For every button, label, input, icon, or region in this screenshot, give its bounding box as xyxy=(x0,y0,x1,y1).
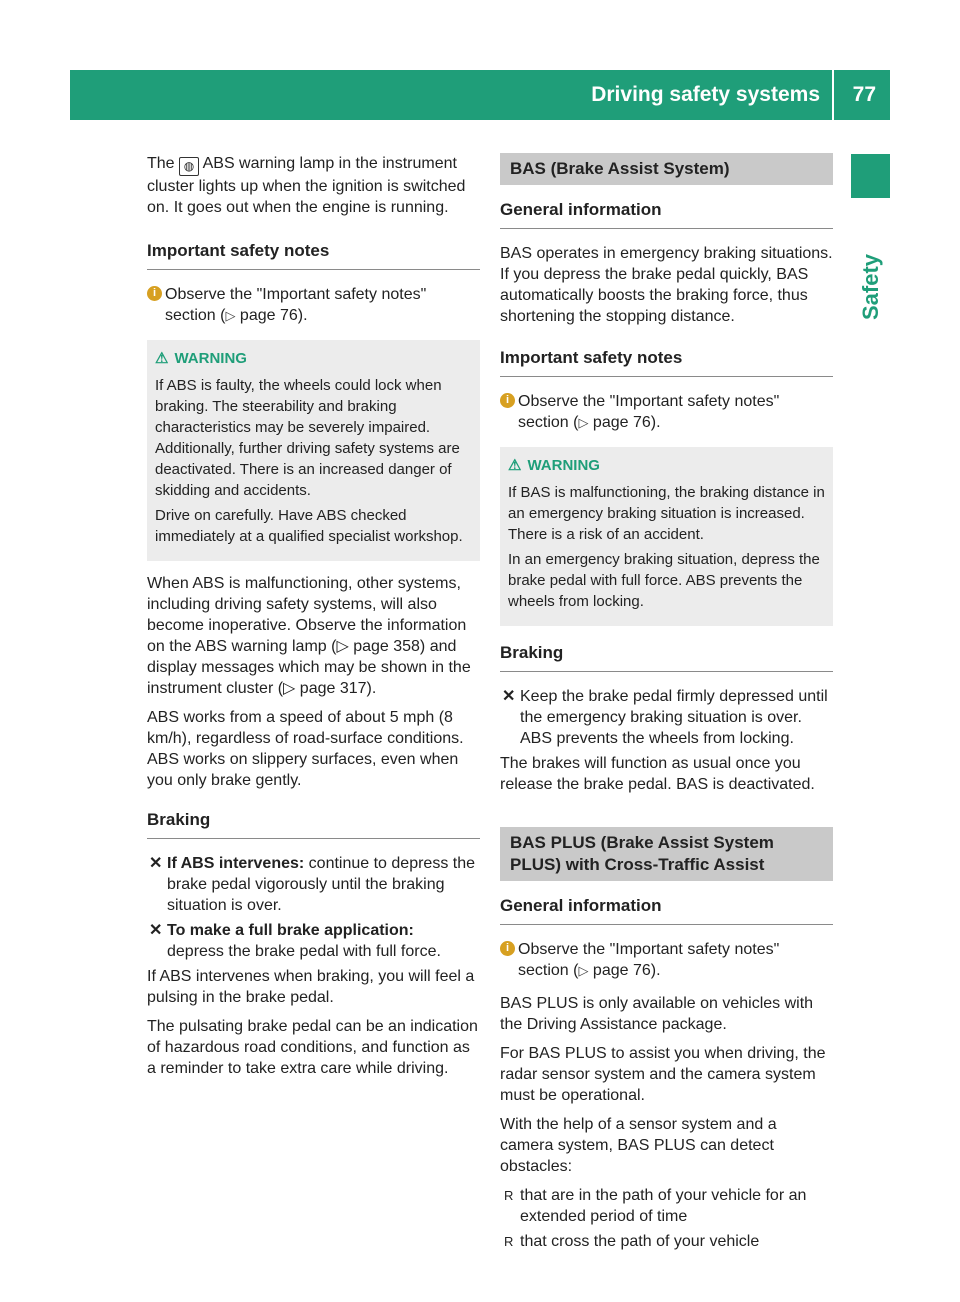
heading-important-safety-notes: Important safety notes xyxy=(500,343,833,377)
instruction-step: ✕ Keep the brake pedal firmly depressed until the emergency braking situation is over. ABS prevents the wheels from locking. xyxy=(502,688,828,747)
heading-general-information: General information xyxy=(500,891,833,925)
page-link[interactable]: page 76). xyxy=(592,414,661,431)
warning-text: In an emergency braking situation, depress the brake pedal with full force. ABS prevents the wheels from locking. xyxy=(508,551,820,610)
page-ref-arrow-icon: ▷ xyxy=(578,415,589,430)
info-icon: i xyxy=(147,286,162,301)
page-link[interactable]: page 76). xyxy=(239,307,308,324)
warning-text: If ABS is faulty, the wheels could lock when braking. The steerability and braking characteristics may be severely impaired. Additionally, further driving safety systems are deactivated. There is an increased danger of skidding and accidents. xyxy=(155,377,460,499)
bullet-icon: R xyxy=(504,1188,514,1203)
page-header xyxy=(70,70,890,120)
body-paragraph: The brakes will function as usual once you release the brake pedal. BAS is deactivated. xyxy=(500,755,815,793)
warning-triangle-icon: ⚠ xyxy=(508,457,522,474)
info-note: i Observe the "Important safety notes" section (▷ page 76). xyxy=(500,391,833,433)
left-column xyxy=(147,153,480,1087)
step-marker-icon: ✕ xyxy=(502,688,516,705)
warning-text: If BAS is malfunctioning, the braking distance in an emergency braking situation is increased. There is a risk of an accident. xyxy=(508,484,825,543)
info-icon: i xyxy=(500,941,515,956)
intro-paragraph: The ◍ ABS warning lamp in the instrument cluster lights up when the ignition is switched on. It goes out when the engine is running. xyxy=(147,155,466,216)
body-paragraph: When ABS is malfunctioning, other systems, including driving safety systems, will also become inoperative. Observe the information on the ABS warning lamp (▷ page 358) and display messages which may be shown in the instrument cluster (▷ page 317). xyxy=(147,575,471,697)
info-note: i Observe the "Important safety notes" section (▷ page 76). xyxy=(500,939,833,981)
warning-box: ⚠ WARNING If ABS is faulty, the wheels could lock when braking. The steerability and braking characteristics may be severely impaired. Additionally, further driving safety systems are deactivated. There is an increased danger of skidding and accidents. Drive on carefully. Have ABS checked immediately at a qualified specialist workshop. xyxy=(147,340,480,561)
list-item: R that cross the path of your vehicle xyxy=(504,1233,760,1250)
abs-warning-lamp-icon: ◍ xyxy=(179,157,199,176)
instruction-step: ✕ To make a full brake application: depress the brake pedal with full force. xyxy=(149,922,441,960)
step-marker-icon: ✕ xyxy=(149,922,163,939)
instruction-step: ✕ If ABS intervenes: continue to depress the brake pedal vigorously until the braking situation is over. xyxy=(149,855,475,914)
body-paragraph: ABS works from a speed of about 5 mph (8 km/h), regardless of road-surface conditions. ABS works on slippery surfaces, even when you only brake gently. xyxy=(147,709,464,789)
info-icon: i xyxy=(500,393,515,408)
body-paragraph: BAS operates in emergency braking situations. If you depress the brake pedal quickly, BAS automatically boosts the braking force, thus shortening the stopping distance. xyxy=(500,245,833,325)
page-link[interactable]: page 76). xyxy=(592,962,661,979)
page-ref-arrow-icon: ▷ xyxy=(578,963,589,978)
body-paragraph: BAS PLUS is only available on vehicles with the Driving Assistance package. xyxy=(500,995,814,1033)
info-note: i Observe the "Important safety notes" section (▷ page 76). xyxy=(147,284,480,326)
section-title-bas: BAS (Brake Assist System) xyxy=(500,153,833,185)
section-title-bas-plus: BAS PLUS (Brake Assist System PLUS) with Cross-Traffic Assist xyxy=(500,827,833,881)
page-ref-arrow-icon: ▷ xyxy=(225,308,236,323)
body-paragraph: For BAS PLUS to assist you when driving, the radar sensor system and the camera system must be operational. xyxy=(500,1045,826,1104)
body-paragraph: If ABS intervenes when braking, you will feel a pulsing in the brake pedal. xyxy=(147,968,475,1006)
header-title: Driving safety systems xyxy=(591,83,820,106)
heading-important-safety-notes: Important safety notes xyxy=(147,236,480,270)
warning-text: Drive on carefully. Have ABS checked immediately at a qualified specialist workshop. xyxy=(155,507,463,545)
page-number: 77 xyxy=(852,83,876,106)
warning-triangle-icon: ⚠ xyxy=(155,350,169,367)
heading-braking: Braking xyxy=(147,805,480,839)
header-divider xyxy=(832,70,834,120)
warning-box: ⚠ WARNING If BAS is malfunctioning, the braking distance in an emergency braking situation is increased. There is a risk of an accident. In an emergency braking situation, depress the brake pedal with full force. ABS prevents the wheels from locking. xyxy=(500,447,833,626)
list-item: R that are in the path of your vehicle for an extended period of time xyxy=(504,1187,807,1225)
heading-general-information: General information xyxy=(500,195,833,229)
step-marker-icon: ✕ xyxy=(149,855,163,872)
side-tab-label: Safety xyxy=(858,253,883,320)
body-paragraph: The pulsating brake pedal can be an indication of hazardous road conditions, and function as a reminder to take extra care while driving. xyxy=(147,1018,478,1077)
right-column xyxy=(500,153,833,1256)
body-paragraph: With the help of a sensor system and a camera system, BAS PLUS can detect obstacles: xyxy=(500,1116,777,1175)
side-tab-marker xyxy=(851,154,890,198)
heading-braking: Braking xyxy=(500,638,833,672)
bullet-icon: R xyxy=(504,1234,514,1249)
